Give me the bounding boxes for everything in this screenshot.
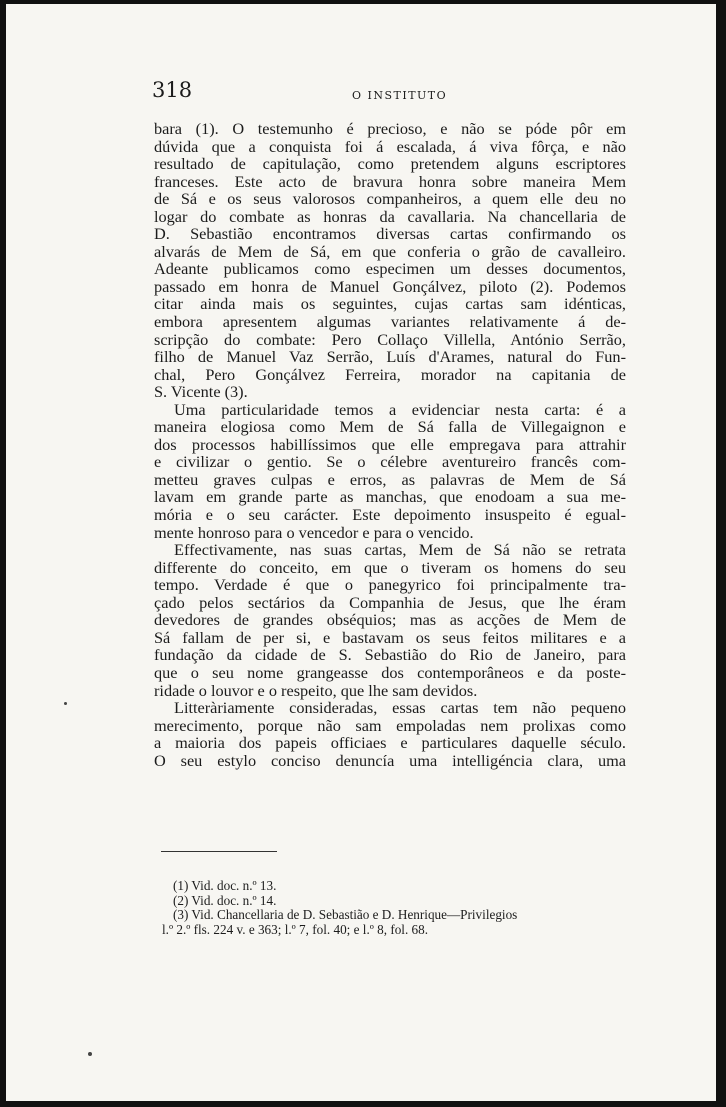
page-header (152, 78, 627, 106)
text-line: mória e o seu carácter. Este depoimento insuspeito é egual- (154, 505, 626, 525)
text-line: citar ainda mais os seguintes, cujas cartas sam idénticas, (154, 294, 626, 314)
text-line: a maioria dos papeis officiaes e particulares daquelle século. (154, 733, 626, 753)
text-line: S. Vicente (3). (154, 382, 248, 402)
paragraph (154, 699, 626, 769)
text-line: resultado de capitulação, como pretendem alguns escriptores (154, 154, 626, 174)
text-line: de Sá e os seus valorosos companheiros, a quem elle deu no (154, 189, 626, 209)
paragraph-end (154, 383, 626, 401)
text-line: embora apresentem algumas variantes relativamente á de- (154, 312, 626, 332)
text-line: scripção do combate: Pero Collaço Villella, António Serrão, (154, 329, 626, 349)
scan-border-right (716, 0, 726, 1107)
scan-border-bottom (0, 1101, 726, 1107)
text-line: e civilizar o gentio. Se o célebre aventureiro francês com- (154, 452, 626, 472)
footnotes (162, 879, 624, 937)
text-line: Sá fallam de per si, e bastavam os seus feitos militares e a (154, 627, 626, 647)
text-line: alvarás de Mem de Sá, em que conferia o grão de cavalleiro. (154, 241, 626, 261)
paper-speck (64, 702, 67, 705)
paragraph (154, 541, 626, 681)
footnote-3-continuation: l.º 2.º fls. 224 v. e 363; l.º 7, fol. 40; e l.º 8, fol. 68. (162, 921, 429, 937)
text-line: O seu estylo conciso denuncía uma intelligéncia clara, uma (154, 750, 626, 770)
page-number: 318 (152, 78, 193, 102)
text-line: ridade o louvor e o respeito, que lhe sam devidos. (154, 680, 478, 700)
text-line: merecimento, porque não sam empoladas nem prolixas como (154, 715, 626, 735)
text-line: mente honroso para o vencedor e para o vencido. (154, 522, 474, 542)
body-text (154, 120, 626, 769)
text-line: Effectivamente, nas suas cartas, Mem de Sá não se retrata (174, 540, 626, 560)
text-line: Uma particularidade temos a evidenciar nesta carta: é a (174, 399, 626, 419)
text-line: Adeante publicamos como especimen um desses documentos, (154, 259, 626, 279)
text-line: metteu graves culpas e erros, as palavras de Mem de Sá (154, 469, 626, 489)
text-line: D. Sebastião encontramos diversas cartas confirmando os (154, 224, 626, 244)
text-line: franceses. Este acto de bravura honra sobre maneira Mem (154, 171, 626, 191)
text-line: fundação da cidade de S. Sebastião do Rio de Janeiro, para (154, 645, 626, 665)
text-line: differente do conceito, em que o tiveram os homens do seu (154, 557, 626, 577)
text-line: filho de Manuel Vaz Serrão, Luís d'Arames, natural do Fun- (154, 347, 626, 367)
paragraph (154, 120, 626, 383)
footnote-1: (1) Vid. doc. n.º 13. (173, 878, 277, 893)
footnote-separator (161, 851, 277, 852)
text-line: que o seu nome grangeasse dos contemporâneos e da poste- (154, 662, 626, 682)
paragraph-end (154, 524, 626, 542)
text-line: dos processos habillíssimos que elle empregava para attrahir (154, 434, 626, 454)
footnote-2: (2) Vid. doc. n.º 14. (173, 892, 277, 908)
text-line: dúvida que a conquista foi á escalada, á viva fôrça, e não (154, 136, 626, 156)
text-line: passado em honra de Manuel Gonçálvez, piloto (2). Podemos (154, 276, 626, 296)
text-line: Litteràriamente consideradas, essas cartas tem não pequeno (174, 698, 626, 718)
text-line: devedores de grandes obséquios; mas as acções de Mem de (154, 610, 626, 630)
text-line: chal, Pero Gonçálvez Ferreira, morador na capitania de (154, 364, 626, 384)
text-line: lavam em grande parte as manchas, que enodoam a sua me- (154, 487, 626, 507)
text-line: bara (1). O testemunho é precioso, e não se póde pôr em (154, 119, 626, 138)
text-line: çado pelos sectários da Companhia de Jesus, que lhe éram (154, 592, 626, 612)
paper-speck (88, 1052, 92, 1056)
footnote-3: (3) Vid. Chancellaria de D. Sebastião e D. Henrique—Privilegios (173, 907, 518, 923)
paragraph-end (154, 682, 626, 700)
paragraph (154, 401, 626, 524)
text-line: tempo. Verdade é que o panegyrico foi principalmente tra- (154, 575, 626, 595)
text-line: maneira elogiosa como Mem de Sá falla de Villegaignon e (154, 417, 626, 437)
text-line: logar do combate as honras da cavallaria. Na chancellaria de (154, 206, 626, 226)
running-title: O INSTITUTO (352, 89, 448, 102)
